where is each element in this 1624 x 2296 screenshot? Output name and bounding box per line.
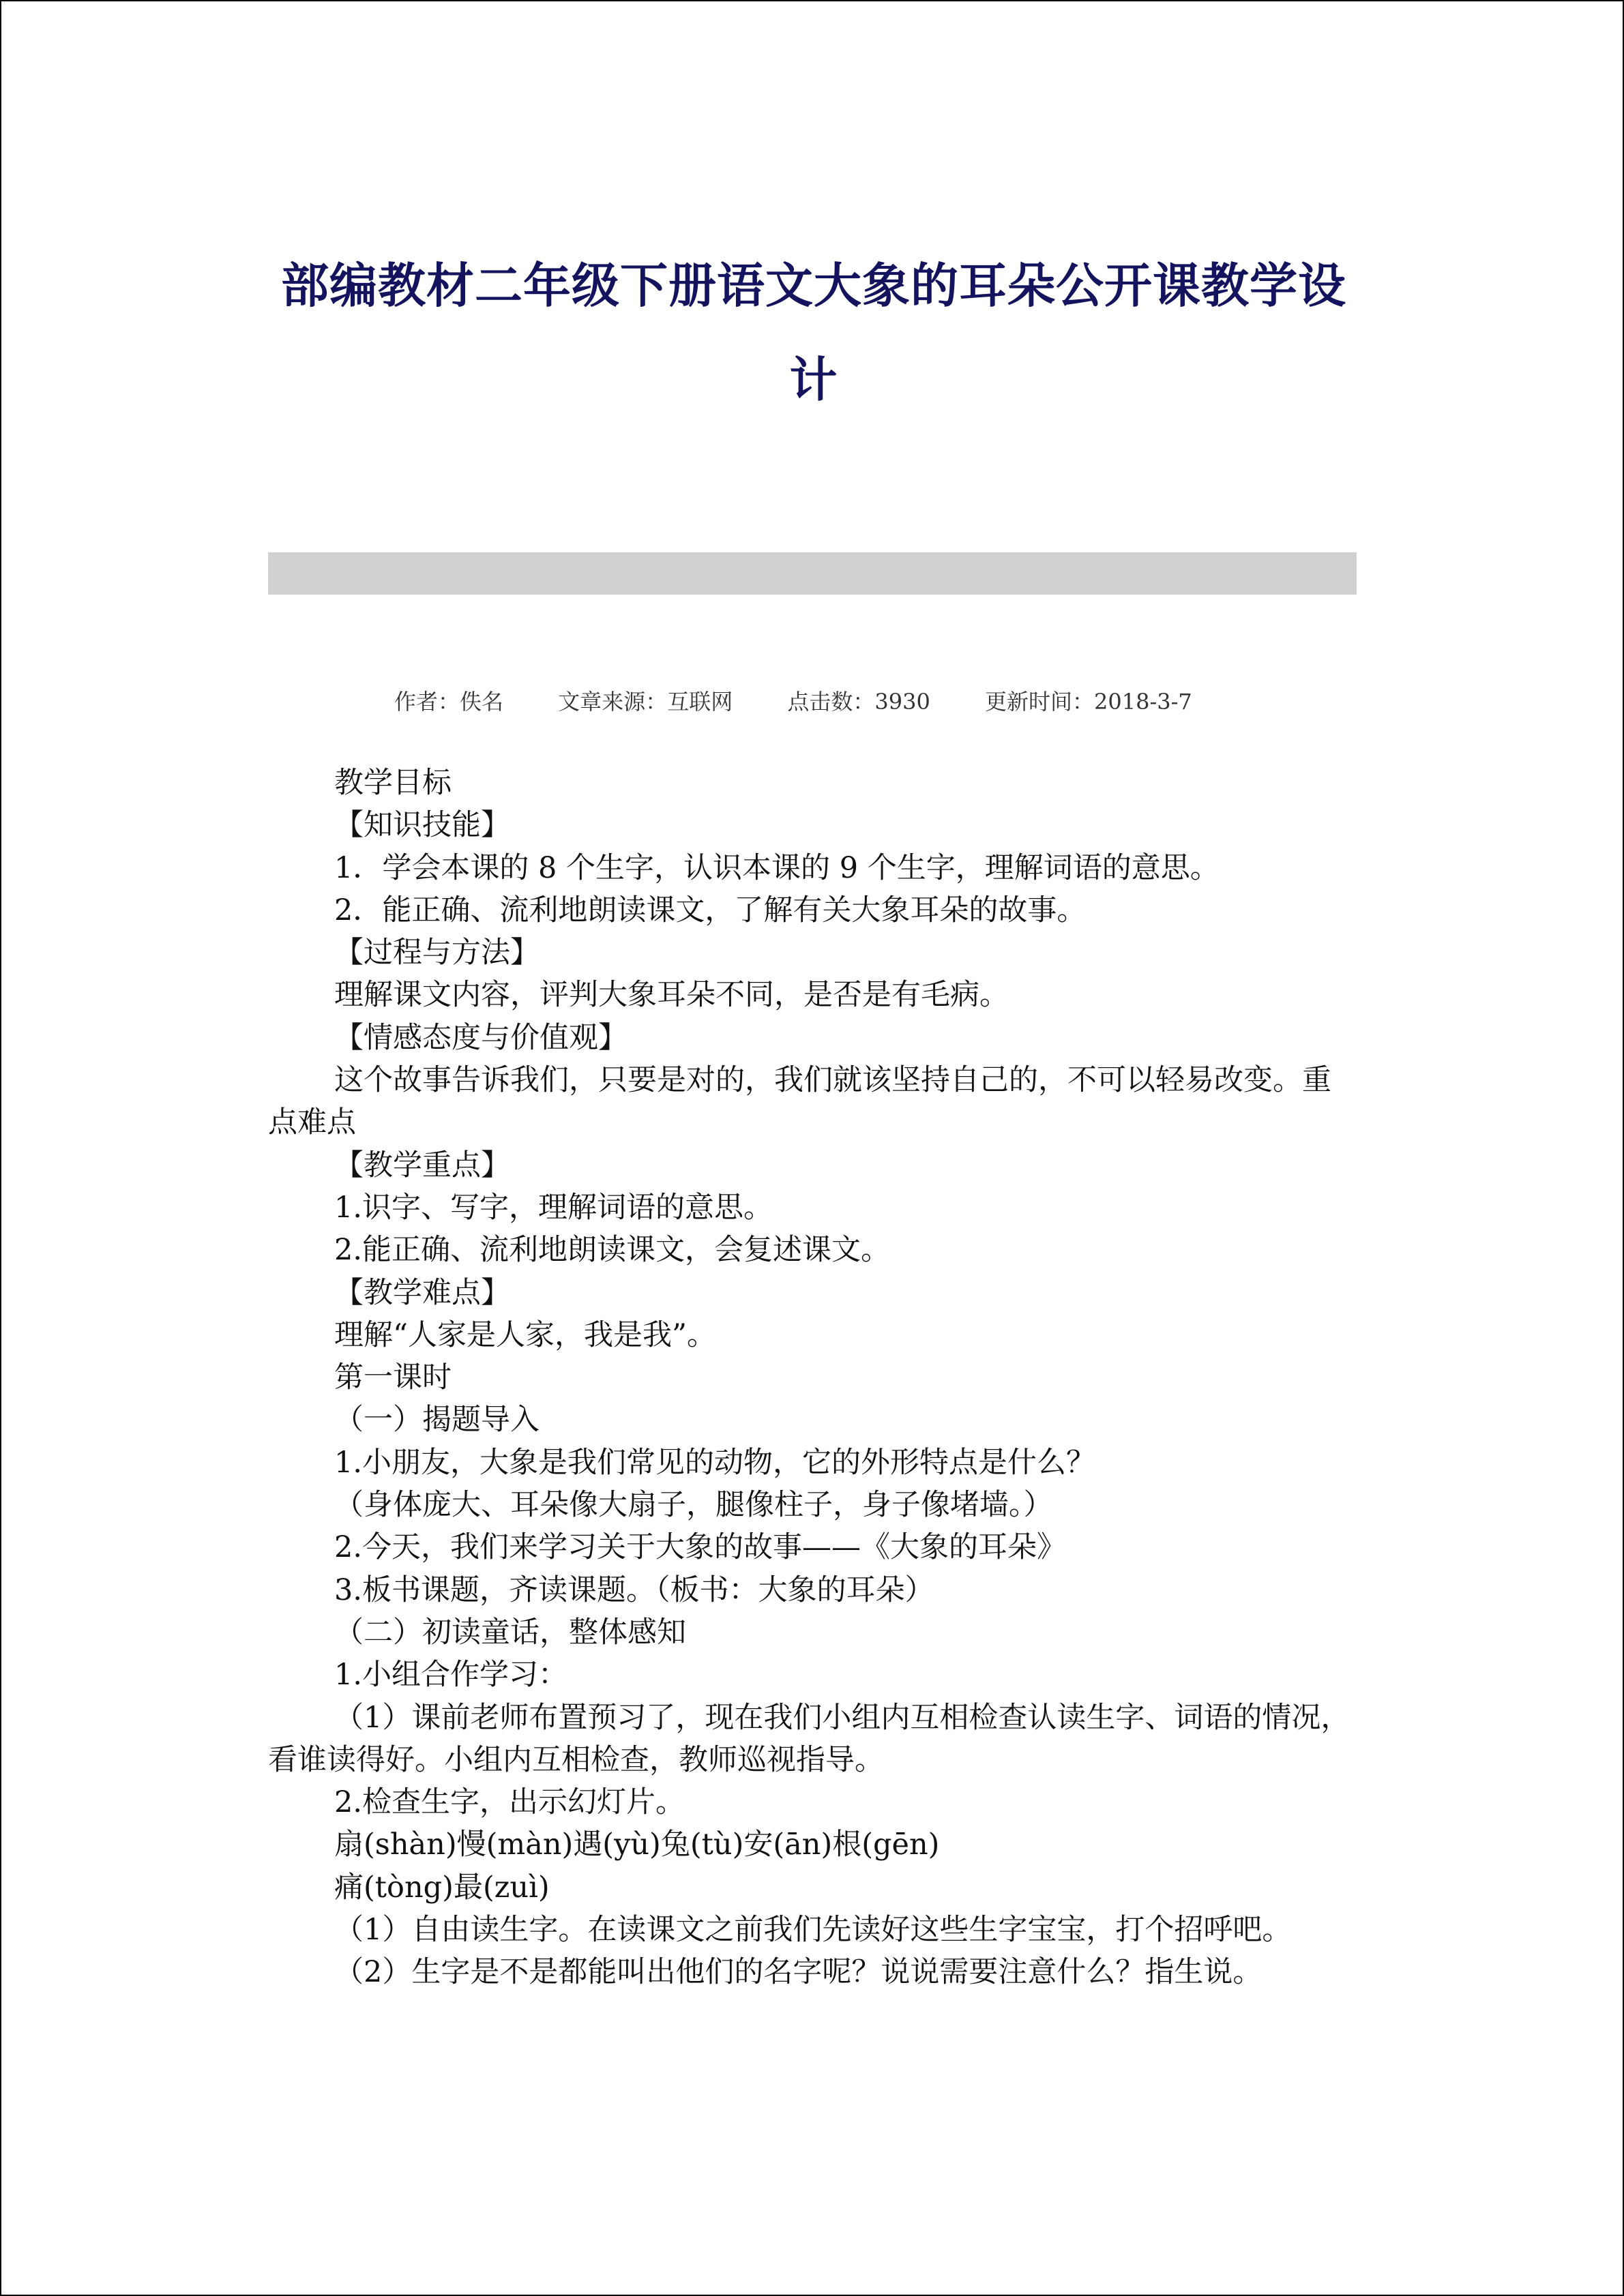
paragraph: （一）揭题导入 (334, 1403, 540, 1437)
title-divider-bar (268, 552, 1357, 595)
paragraph: 理解课文内容，评判大象耳朵不同，是否是有毛病。 (334, 978, 1009, 1013)
paragraph: 扇(shàn)慢(màn)遇(yù)兔(tù)安(ān)根(gēn) (334, 1828, 940, 1862)
paragraph: 2.能正确、流利地朗读课文，会复述课文。 (334, 1233, 891, 1268)
paragraph: 1.小朋友，大象是我们常见的动物，它的外形特点是什么？ (334, 1445, 1096, 1480)
paragraph: 1．学会本课的 8 个生字，认识本课的 9 个生字，理解词语的意思。 (334, 850, 1220, 885)
paragraph: 2．能正确、流利地朗读课文，了解有关大象耳朵的故事。 (334, 893, 1087, 927)
paragraph: （二）初读童话，整体感知 (334, 1615, 686, 1650)
paragraph: 教学目标 (334, 766, 452, 800)
document-title: 部编教材二年级下册语文大象的耳朵公开课教学设计 (281, 257, 1346, 408)
paragraph: 1.小组合作学习： (334, 1658, 568, 1693)
paragraph: （1）课前老师布置预习了，现在我们小组内互相检查认读生字、词语的情况，看谁读得好。小组内互相检查，教师巡视指导。 (268, 1700, 1350, 1777)
paragraph: 第一课时 (334, 1360, 452, 1395)
paragraph: 1.识字、写字，理解词语的意思。 (334, 1190, 773, 1225)
paragraph: 痛(tòng)最(zuì) (334, 1870, 550, 1905)
paragraph: 2.今天，我们来学习关于大象的故事——《大象的耳朵》 (334, 1530, 1067, 1565)
paragraph: 理解“人家是人家，我是我”。 (334, 1317, 716, 1352)
paragraph: 【知识技能】 (334, 808, 510, 843)
meta-author: 作者：佚名 (394, 689, 504, 715)
paragraph: （1）自由读生字。在读课文之前我们先读好这些生字宝宝，打个招呼吧。 (334, 1913, 1292, 1948)
paragraph: 【教学重点】 (334, 1148, 510, 1182)
paragraph: 【情感态度与价值观】 (334, 1020, 628, 1055)
paragraph: 【教学难点】 (334, 1275, 510, 1310)
paragraph: 这个故事告诉我们，只要是对的，我们就该坚持自己的，不可以轻易改变。重点难点 (268, 1063, 1331, 1140)
paragraph: （2）生字是不是都能叫出他们的名字呢？说说需要注意什么？指生说。 (334, 1955, 1263, 1990)
paragraph: 3.板书课题，齐读课题。（板书：大象的耳朵） (334, 1572, 934, 1607)
paragraph: 【过程与方法】 (334, 936, 540, 970)
paragraph: （身体庞大、耳朵像大扇子，腿像柱子，身子像堵墙。） (334, 1488, 1053, 1523)
meta-updated: 更新时间：2018-3-7 (985, 689, 1192, 715)
article-meta (394, 685, 1240, 718)
meta-clicks: 点击数：3930 (787, 689, 930, 715)
paragraph: 2.检查生字，出示幻灯片。 (334, 1785, 685, 1820)
meta-source: 文章来源：互联网 (558, 689, 733, 715)
document-body (268, 762, 1357, 1994)
